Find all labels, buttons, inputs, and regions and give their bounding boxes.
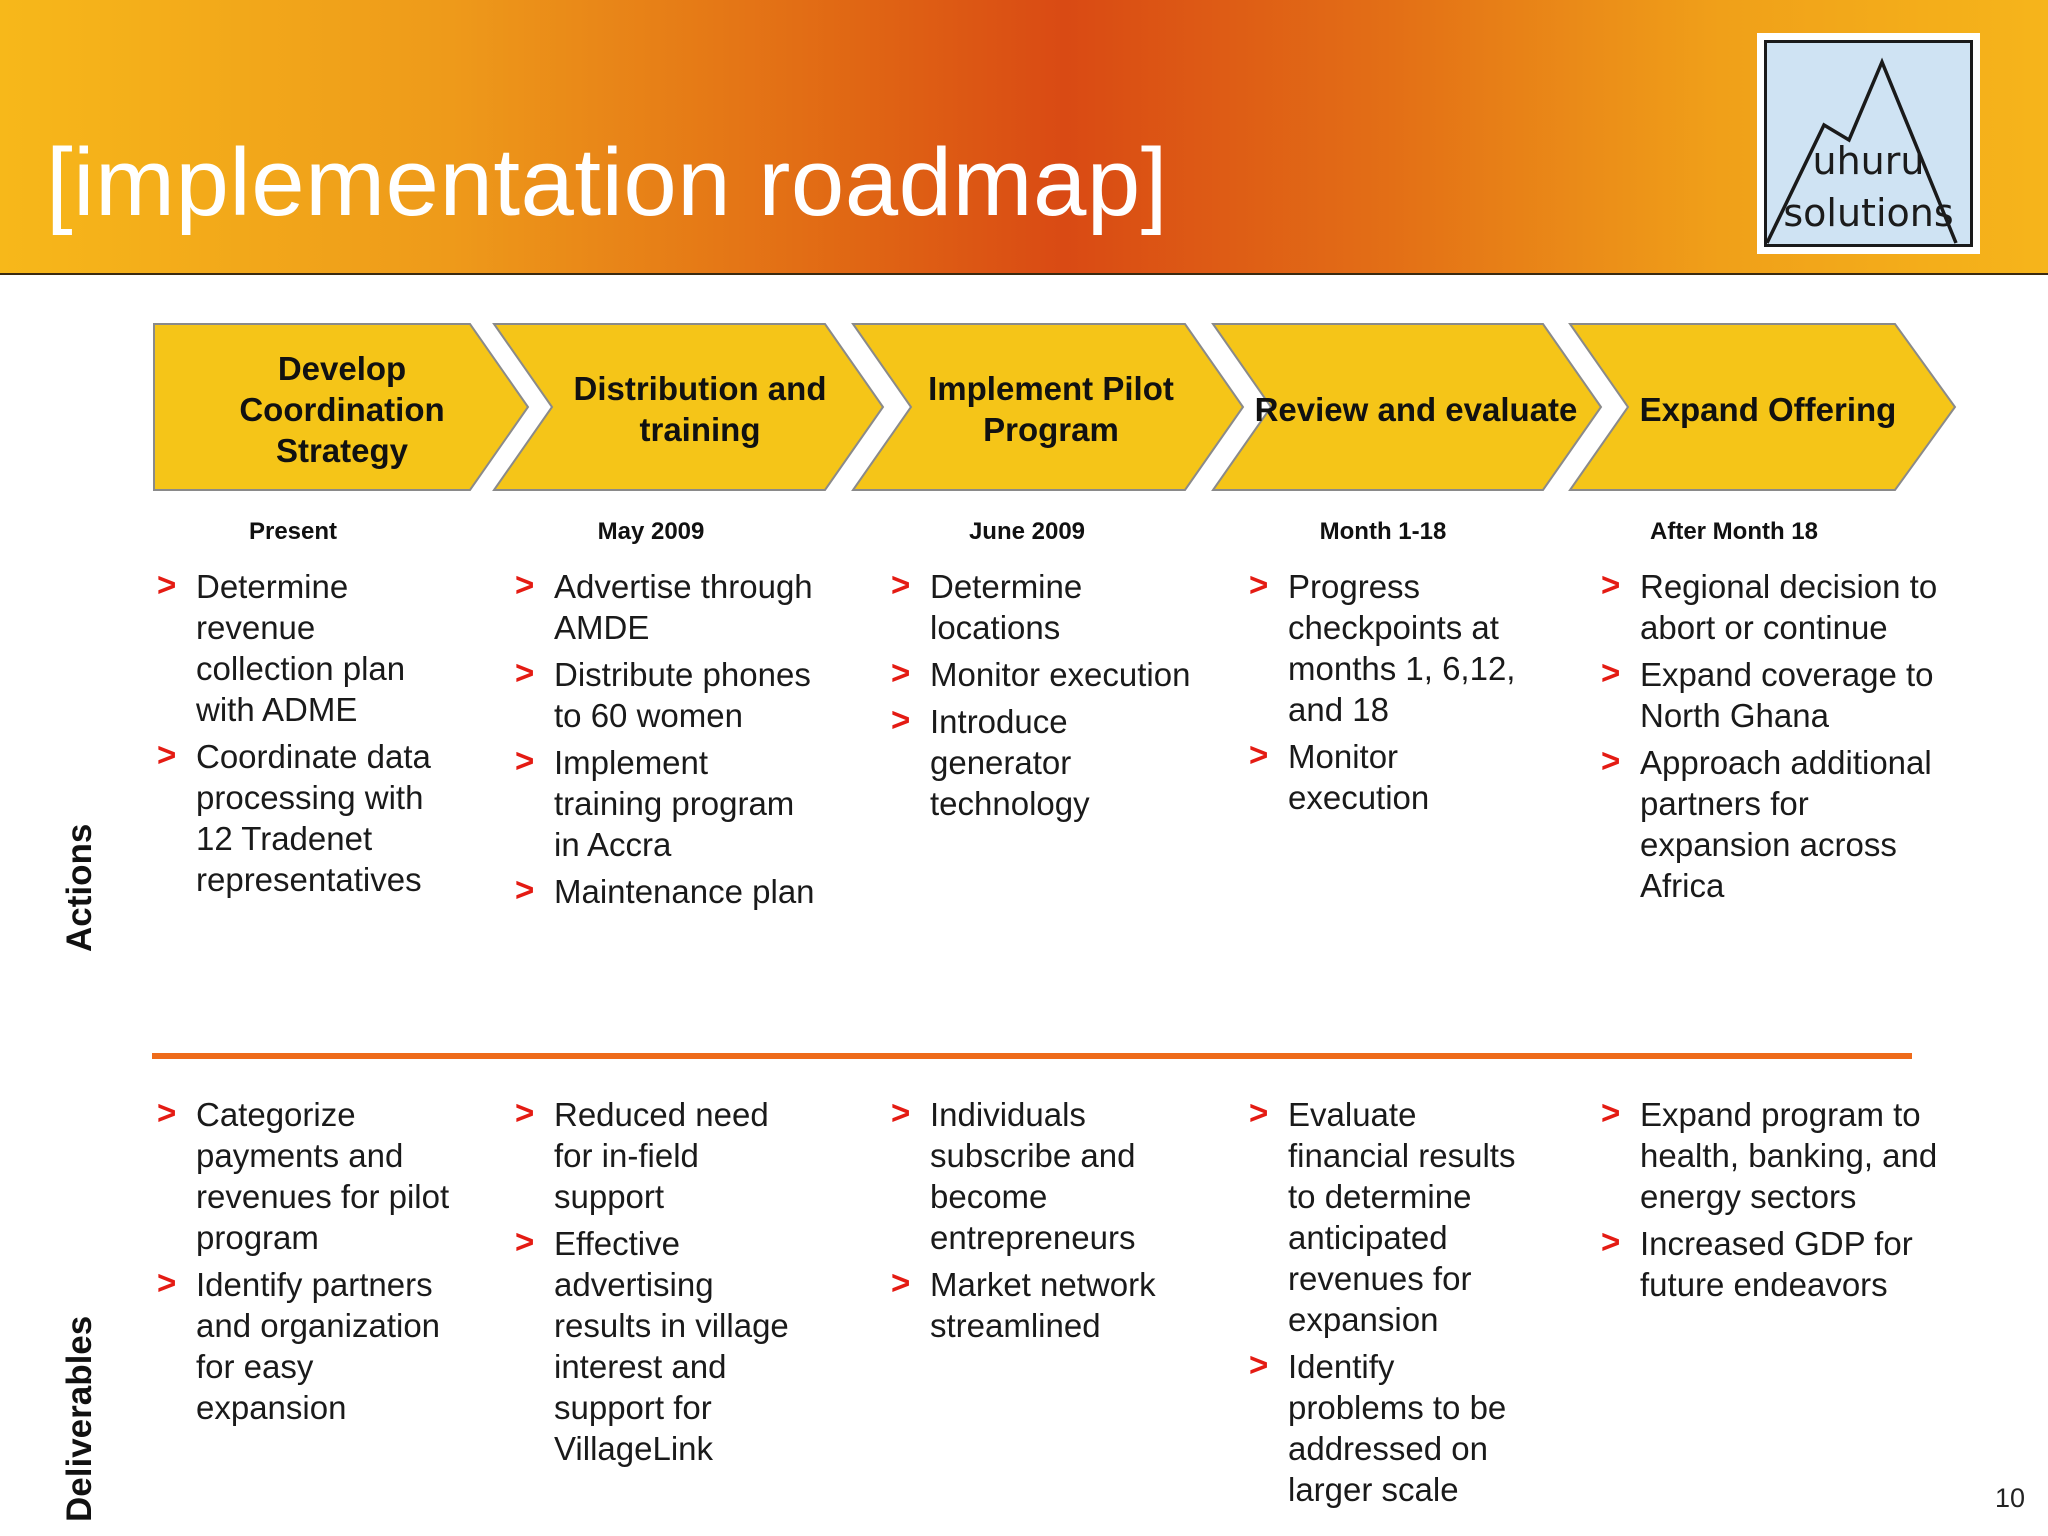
deliverable-item: > Effective advertising results in village interest and support for VillageLink: [515, 1223, 815, 1469]
header-banner: [0, 0, 2048, 275]
action-item: > Determine locations: [891, 566, 1191, 648]
deliverable-item: > Reduced need for in-field support: [515, 1094, 815, 1217]
deliverable-item: > Categorize payments and revenues for pilot program: [157, 1094, 457, 1258]
section-divider: [152, 1053, 1912, 1059]
actions-list-3: [891, 566, 1191, 830]
stage-label-3: Implement Pilot Program: [928, 370, 1174, 448]
action-item: > Approach additional partners for expansion across Africa: [1601, 742, 1961, 906]
phase-date-2: May 2009: [597, 518, 705, 545]
action-item: > Monitor execution: [891, 654, 1191, 695]
page-number: 10: [1995, 1483, 2026, 1513]
phase-date-4: Month 1-18: [1319, 518, 1447, 545]
slide-title: [implementation roadmap]: [46, 129, 1168, 236]
stage-label-4: Review and evaluate: [1254, 390, 1578, 428]
actions-list-5: [1601, 566, 1961, 912]
action-item: > Regional decision to abort or continue: [1601, 566, 1961, 648]
row-label-actions: Actions: [60, 823, 99, 952]
deliverables-list-1: [157, 1094, 457, 1434]
row-label-deliverables: Deliverables: [60, 1315, 99, 1522]
deliverable-item: > Expand program to health, banking, and energy sectors: [1601, 1094, 1961, 1217]
action-item: > Coordinate data processing with 12 Tradenet representatives: [157, 736, 457, 900]
phase-date-1: Present: [248, 518, 338, 545]
company-logo: [1757, 33, 1980, 254]
deliverables-list-5: [1601, 1094, 1961, 1311]
phase-date-3: June 2009: [968, 518, 1086, 545]
deliverable-item: > Increased GDP for future endeavors: [1601, 1223, 1961, 1305]
stage-label-1: Develop Coordination Strategy: [239, 349, 445, 469]
deliverable-item: > Identify partners and organization for easy expansion: [157, 1264, 457, 1428]
action-item: > Progress checkpoints at months 1, 6,12, and 18: [1249, 566, 1539, 730]
actions-list-1: [157, 566, 457, 906]
deliverable-item: > Market network streamlined: [891, 1264, 1191, 1346]
actions-list-2: [515, 566, 815, 918]
deliverable-item: > Individuals subscribe and become entrepreneurs: [891, 1094, 1191, 1258]
logo-text-line1: uhuru: [1812, 139, 1925, 183]
deliverable-item: > Evaluate financial results to determine anticipated revenues for expansion: [1249, 1094, 1539, 1340]
action-item: > Advertise through AMDE: [515, 566, 815, 648]
action-item: > Implement training program in Accra: [515, 742, 815, 865]
deliverables-list-2: [515, 1094, 815, 1475]
action-item: > Determine revenue collection plan with ADME: [157, 566, 457, 730]
phase-date-5: After Month 18: [1650, 518, 1818, 545]
deliverables-list-3: [891, 1094, 1191, 1352]
action-item: > Introduce generator technology: [891, 701, 1191, 824]
action-item: > Expand coverage to North Ghana: [1601, 654, 1961, 736]
action-item: > Distribute phones to 60 women: [515, 654, 815, 736]
deliverable-item: > Identify problems to be addressed on larger scale: [1249, 1346, 1539, 1510]
action-item: > Monitor execution: [1249, 736, 1539, 818]
logo-text-line2: solutions: [1783, 191, 1954, 235]
stage-label-5: Expand Offering: [1639, 390, 1897, 428]
actions-list-4: [1249, 566, 1539, 824]
action-item: > Maintenance plan: [515, 871, 815, 912]
stage-label-2: Distribution and training: [573, 370, 827, 448]
deliverables-list-4: [1249, 1094, 1539, 1516]
